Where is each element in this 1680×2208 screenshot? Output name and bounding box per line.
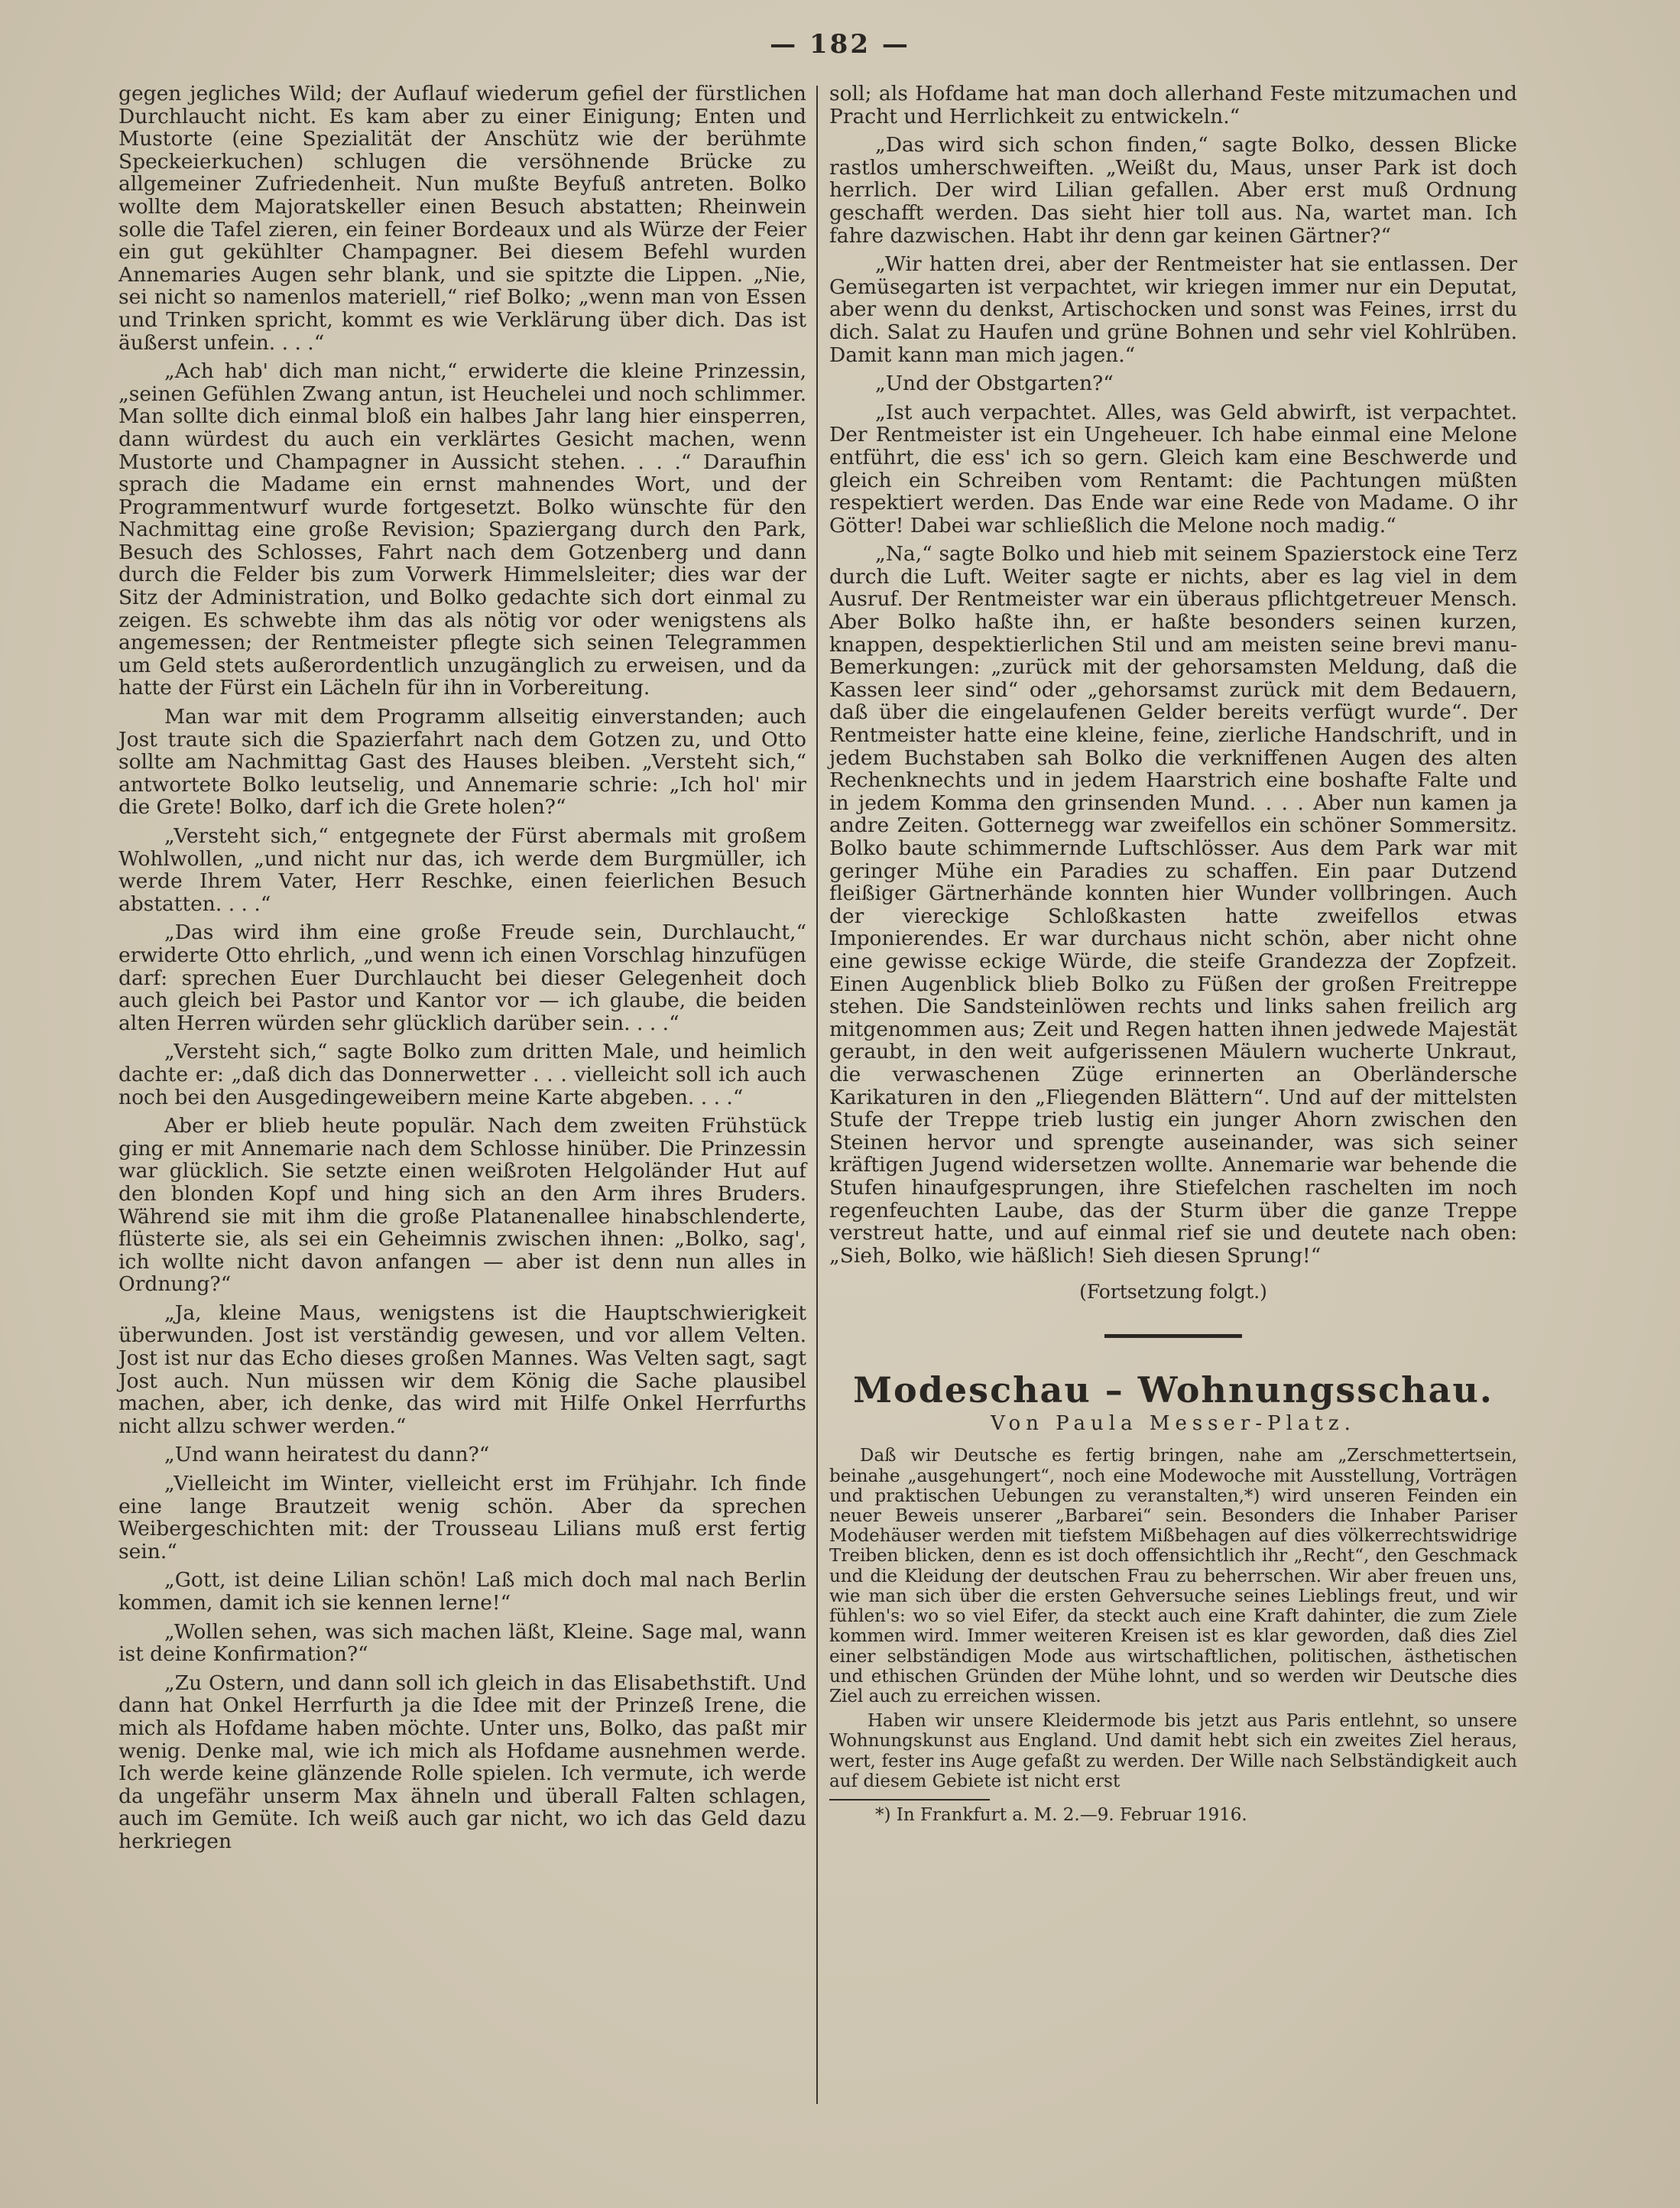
article-byline: Von Paula Messer-Platz. xyxy=(991,1411,1356,1435)
right-column xyxy=(829,83,1517,1825)
paragraph: soll; als Hofdame hat man doch allerhand Feste mitzumachen und Pracht und Herrlichkeit zu entwickeln.“ xyxy=(829,82,1517,128)
paragraph: Haben wir unsere Kleidermode bis jetzt aus Paris entlehnt, so unsere Wohnungskunst aus England. Und damit hebt sich ein zweites Ziel heraus, wert, fester ins Auge gefaßt zu werden. Der Wille nach Selbständigkeit auch auf diesem Gebiete ist nicht erst xyxy=(829,1711,1517,1791)
page-number: — 182 — xyxy=(770,29,910,60)
footnote-rule xyxy=(829,1799,990,1800)
continuation-note: (Fortsetzung folgt.) xyxy=(1079,1281,1267,1304)
paragraph: Man war mit dem Programm allseitig einverstanden; auch Jost traute sich die Spazierfahrt nach dem Gotzen zu, und Otto sollte am Nachmittag Gast des Hauses bleiben. „Versteht sich,“ antwortete Bolko leutselig, und Annemarie schrie: „Ich hol' mir die Grete! Bolko, darf ich die Grete holen?“ xyxy=(118,705,806,820)
paragraph: „Zu Ostern, und dann soll ich gleich in das Elisabethstift. Und dann hat Onkel Herrfurth ja die Idee mit der Prinzeß Irene, die mich als Hofdame haben möchte. Unter uns, Bolko, das paßt mir wenig. Denke mal, wie ich mich als Hofdame ausnehmen werde. Ich werde keine glänzende Rolle spielen. Ich vermute, ich werde da ungefähr unserm Max ähneln und überall Falten schlagen, auch im Gemüte. Ich weiß auch gar nicht, wo ich das Geld dazu herkriegen xyxy=(118,1671,806,1853)
paragraph: „Versteht sich,“ entgegnete der Fürst abermals mit großem Wohlwollen, „und nicht nur das, ich werde dem Burgmüller, ich werde Ihrem Vater, Herr Reschke, einen feierlichen Besuch abstatten. . . .“ xyxy=(118,824,806,916)
footnote: *) In Frankfurt a. M. 2.—9. Februar 1916. xyxy=(875,1804,1247,1825)
paragraph: „Und wann heiratest du dann?“ xyxy=(164,1443,490,1467)
paragraph: „Wir hatten drei, aber der Rentmeister hat sie entlassen. Der Gemüsegarten ist verpachtet, wir kriegen immer nur ein Deputat, aber wenn du denkst, Artischocken und sonst was Feines, irrst du dich. Salat zu Haufen und grüne Bohnen und sehr viel Kohlrüben. Damit kann man mich jagen.“ xyxy=(829,252,1517,367)
paragraph: „Ist auch verpachtet. Alles, was Geld abwirft, ist verpachtet. Der Rentmeister ist ein Ungeheuer. Ich habe einmal eine Melone entführt, die ess' ich so gern. Gleich kam eine Beschwerde und gleich ein Schreiben vom Rentamt: die Pachtungen müßten respektiert werden. Das Ende war eine Rede von Madame. O ihr Götter! Dabei war schließlich die Melone noch madig.“ xyxy=(829,400,1517,537)
article-modeschau xyxy=(829,1370,1517,1825)
paragraph: „Gott, ist deine Lilian schön! Laß mich doch mal nach Berlin kommen, damit ich sie kennen lerne!“ xyxy=(118,1568,806,1615)
paragraph: „Das wird sich schon finden,“ sagte Bolko, dessen Blicke rastlos umherschweiften. „Weißt du, Maus, unser Park ist doch herrlich. Der wird Lilian gefallen. Aber erst muß Ordnung geschafft werden. Das sieht hier toll aus. Na, wartet man. Ich fahre dazwischen. Habt ihr denn gar keinen Gärtner?“ xyxy=(829,133,1517,248)
article-title: Modeschau – Wohnungsschau. xyxy=(853,1369,1494,1411)
paragraph: „Ach hab' dich man nicht,“ erwiderte die kleine Prinzessin, „seinen Gefühlen Zwang antun, ist Heuchelei und noch schlimmer. Man sollte dich einmal bloß ein halbes Jahr lang hier einsperren, dann würdest du auch ein verklärtes Gesicht machen, wenn Mustorte und Champagner in Aussicht stehen. . . .“ Daraufhin sprach die Madame ein ernst mahnendes Wort, und der Programmentwurf wurde fortgesetzt. Bolko wünschte für den Nachmittag eine große Revision; Spaziergang durch den Park, Besuch des Schlosses, Fahrt nach dem Gotzenberg und dann durch die Felder bis zum Vorwerk Himmelsleiter; dies war der Sitz der Administration, und Bolko gedachte sich dort einmal zu zeigen. Es schwebte ihm das als nötig vor oder wenigstens als angemessen; der Rentmeister pflegte sich seinen Telegrammen um Geld stets außerordentlich unzugänglich zu erweisen, und da hatte der Fürst ein Lächeln für ihn in Vorbereitung. xyxy=(118,359,806,700)
section-separator xyxy=(1104,1334,1242,1338)
paragraph: „Vielleicht im Winter, vielleicht erst im Frühjahr. Ich finde eine lange Brautzeit wenig schön. Aber da sprechen Weibergeschichten mit: der Trousseau Lilians muß erst fertig sein.“ xyxy=(118,1472,806,1563)
left-column xyxy=(118,83,806,1853)
paragraph: „Na,“ sagte Bolko und hieb mit seinem Spazierstock eine Terz durch die Luft. Weiter sagte er nichts, aber es lag viel in dem Ausruf. Der Rentmeister war ein überaus pflichtgetreuer Mensch. Aber Bolko haßte ihn, er haßte besonders seinen kurzen, knappen, despektierlichen Stil und am meisten seine brevi manu-Bemerkungen: „zurück mit der gehorsamsten Meldung, daß die Kassen leer sind“ oder „gehorsamst zurück mit dem Bedauern, daß über die eingelaufenen Gelder bereits verfügt wurde“. Der Rentmeister hatte eine kleine, feine, zierliche Handschrift, und in jedem Buchstaben sah Bolko die verkniffenen Augen des alten Rechenknechts und in jedem Haarstrich eine boshafte Falte und in jedem Komma den grinsenden Mund. . . . Aber nun kamen ja andre Zeiten. Gotternegg war zweifellos ein schöner Sommersitz. Bolko baute schimmernde Luftschlösser. Aus dem Park war mit geringer Mühe ein Paradies zu schaffen. Ein paar Dutzend fleißiger Gärtnerhände konnten hier Wunder vollbringen. Auch der viereckige Schloßkasten hatte zweifellos etwas Imponierendes. Er war durchaus nicht schön, aber nicht ohne eine gewisse eckige Würde, die steife Grandezza der Zopfzeit. Einen Augenblick blieb Bolko zu Füßen der großen Freitreppe stehen. Die Sandsteinlöwen rechts und links sahen freilich arg mitgenommen aus; Zeit und Regen hatten ihnen jedwede Majestät geraubt, in den weit aufgerissenen Mäulern wucherte Unkraut, die verwaschenen Züge erinnerten an Oberländersche Karikaturen in den „Fliegenden Blättern“. Und auf der mittelsten Stufe der Treppe trieb lustig ein junger Ahorn zwischen den Steinen hervor und sprengte auseinander, was sich seiner kräftigen Jugend widersetzen wollte. Annemarie war behende die Stufen hinaufgesprungen, ihre Stiefelchen raschelten im noch regenfeuchten Laube, das der Sturm über die ganze Treppe verstreut hatte, und auf einmal rief sie und deutete nach oben: „Sieh, Bolko, wie häßlich! Sieh diesen Sprung!“ xyxy=(829,542,1517,1268)
paragraph: Daß wir Deutsche es fertig bringen, nahe am „Zerschmettertsein, beinahe „ausgehungert“, noch eine Modewoche mit Ausstellung, Vorträgen und praktischen Uebungen zu veranstalten,*) wird unseren Feinden ein neuer Beweis unserer „Barbarei“ sein. Besonders die Inhaber Pariser Modehäuser werden mit tiefstem Mißbehagen auf dies völkerrechtswidrige Treiben blicken, denn es ist doch offensichtlich ihr „Recht“, den Geschmack und die Kleidung der deutschen Frau zu beherrschen. Wir aber freuen uns, wie man sich über die ersten Gehversuche seines Lieblings freut, und wir fühlen's: wo so viel Eifer, da steckt auch eine Kraft dahinter, die zum Ziele kommen wird. Immer weiteren Kreisen ist es klar geworden, daß dies Ziel einer selbständigen Mode aus wirtschaftlichen, politischen, ästhetischen und ethischen Gründen der Mühe lohnt, und so werden wir Deutsche dies Ziel auch zu erreichen wissen. xyxy=(829,1446,1517,1706)
paragraph: „Das wird ihm eine große Freude sein, Durchlaucht,“ erwiderte Otto ehrlich, „und wenn ich einen Vorschlag hinzufügen darf: sprechen Euer Durchlaucht bei dieser Gelegenheit doch auch gleich bei Pastor und Kantor vor — ich glaube, die beiden alten Herren würden sehr glücklich darüber sein. . . .“ xyxy=(118,921,806,1035)
paragraph: „Und der Obstgarten?“ xyxy=(875,372,1114,396)
paragraph: „Versteht sich,“ sagte Bolko zum dritten Male, und heimlich dachte er: „daß dich das Donnerwetter . . . vielleicht soll ich auch noch bei den Ausgedingeweibern meine Karte abgeben. . . .“ xyxy=(118,1040,806,1109)
paragraph: „Wollen sehen, was sich machen läßt, Kleine. Sage mal, wann ist deine Konfirmation?“ xyxy=(118,1619,806,1667)
paragraph: „Ja, kleine Maus, wenigstens ist die Hauptschwierigkeit überwunden. Jost ist verständig gewesen, und vor allem Velten. Jost ist nur das Echo dieses großen Mannes. Was Velten sagt, sagt Jost auch. Nun müssen wir dem König die Sache plausibel machen, aber, ich denke, das wird mit Hilfe Onkel Herrfurths nicht allzu schwer werden.“ xyxy=(118,1300,806,1438)
column-divider xyxy=(816,86,818,2104)
paragraph: gegen jegliches Wild; der Auflauf wiederum gefiel der fürstlichen Durchlaucht nicht. Es kam aber zu einer Einigung; Enten und Mustorte (eine Spezialität der Anschütz wie der berühmte Speckeierkuchen) schlugen die versöhnende Brücke zu allgemeiner Zufriedenheit. Nun mußte Beyfuß antreten. Bolko wollte dem Majoratskeller einen Besuch abstatten; Rheinwein solle die Tafel zieren, ein feiner Bordeaux und als Würze der Feier ein gut gekühlter Champagner. Bei diesem Befehl wurden Annemaries Augen sehr blank, und sie spitzte die Lippen. „Nie, sei nicht so namenlos materiell,“ rief Bolko; „wenn man von Essen und Trinken spricht, kommt es wie Verklärung über dich. Das ist äußerst unfein. . . .“ xyxy=(118,82,806,355)
paragraph: Aber er blieb heute populär. Nach dem zweiten Frühstück ging er mit Annemarie nach dem Schlosse hinüber. Die Prinzessin war glücklich. Sie setzte einen weißroten Helgoländer Hut auf den blonden Kopf und hing sich an den Arm ihres Bruders. Während sie mit ihm die große Platanenallee hinabschlenderte, flüsterte sie, als sei ein Geheimnis zwischen ihnen: „Bolko, sag', ich wollte nicht davon anfangen — aber ist denn nun alles in Ordnung?“ xyxy=(118,1114,806,1297)
